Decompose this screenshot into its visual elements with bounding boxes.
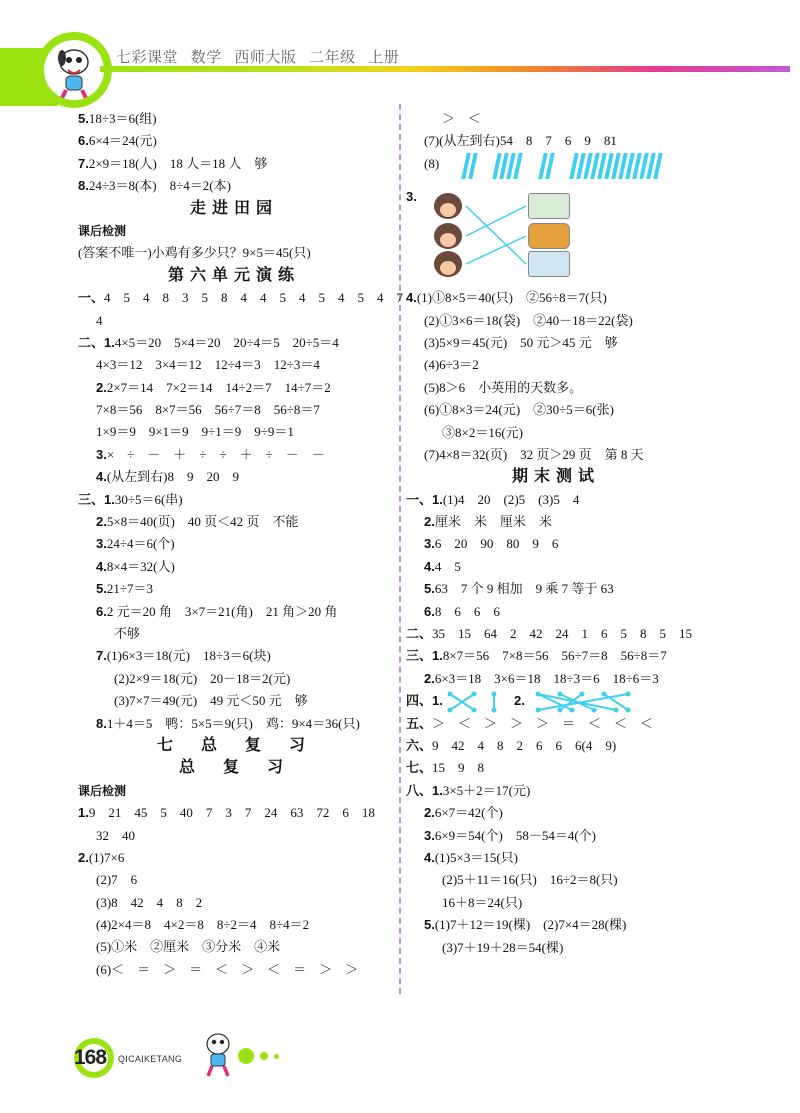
left-line (78, 735, 390, 757)
item-text: (1)①8×5＝40(只) ②56÷8＝7(只) (416, 290, 607, 306)
item-text: 总 复 习 (178, 759, 289, 777)
item-text: 1×9＝9 9×1＝9 9÷1＝9 9÷9＝1 (96, 424, 294, 440)
left-line (78, 108, 390, 130)
item-text: 5×8＝40(页) 40 页＜42 页 不能 (106, 514, 299, 530)
item-text: (2)2×9＝18(元) 20－18＝2(元) (114, 670, 291, 686)
item-text: 24÷3＝8(本) 8÷4＝2(本) (88, 178, 231, 194)
item-text: 9 42 4 8 2 6 6 6(4 9) (432, 737, 617, 753)
left-line (78, 959, 390, 981)
item-text: 4 5 (434, 558, 461, 574)
item-number: 4. (424, 558, 435, 574)
left-line (78, 869, 390, 891)
right_mid-line (406, 399, 706, 421)
item-number: 6. (78, 133, 89, 149)
item-text: (3)5×9＝45(元) 50 元＞45 元 够 (424, 334, 618, 350)
right_mid-line (406, 444, 706, 466)
item-number: 4. (96, 469, 107, 485)
item-number: 3. (96, 446, 107, 462)
item-text: 课后检测 (78, 223, 127, 238)
matching-figure (406, 189, 706, 281)
item-number: 一、1. (406, 491, 443, 507)
right-middle-block (406, 287, 706, 690)
left-line (78, 399, 390, 421)
item-text: 七 总 复 习 (156, 736, 311, 754)
right_mid-line (406, 556, 706, 578)
left-line (78, 287, 404, 309)
mascot-icon (44, 40, 104, 100)
item-number: 五、 (406, 715, 433, 731)
item-number: 4. (96, 558, 107, 574)
item-text: 6×3＝18 3×6＝18 18÷3＝6 18÷6＝3 (434, 670, 659, 686)
item-text: ＞ ＜ (442, 111, 482, 126)
left-line (78, 153, 390, 175)
item-text: (1)4 20 (2)5 (3)5 4 (442, 491, 580, 507)
item-text: 63 7 个 9 相加 9 乘 7 等于 63 (434, 581, 614, 597)
right_top-line (406, 108, 706, 130)
right_mid-line (406, 287, 706, 309)
right_bot-line (406, 825, 706, 847)
item-number: 二、 (406, 626, 433, 642)
item-number: 3. (424, 827, 435, 843)
four-lines-2 (532, 690, 642, 714)
item-text: 35 15 64 2 42 24 1 6 5 8 5 15 (432, 626, 693, 642)
item-text: 4×3＝12 3×4＝12 12÷4＝3 12÷3＝4 (96, 357, 320, 373)
right_mid-line (406, 578, 706, 600)
item-text: 2×9＝18(人) 18 人＝18 人 够 (88, 155, 268, 171)
item-text: (8) (424, 155, 440, 171)
child-face-3 (434, 251, 462, 277)
right_top-line (406, 130, 706, 152)
right_mid-line (406, 310, 706, 332)
bus-icon (528, 223, 570, 249)
item-text: × ÷ － ＋ ÷ ÷ ＋ ÷ － － (106, 446, 325, 462)
header-edition: 西师大版 (234, 49, 297, 66)
item-text: 7×8＝56 8×7＝56 56÷7＝8 56÷8＝7 (96, 402, 320, 418)
item-text: 第六单元演练 (167, 266, 300, 284)
item-text: 8 6 6 6 (434, 603, 500, 619)
item-text: 18÷3＝6(组) (88, 111, 157, 126)
item-text: (2)7 6 (96, 872, 138, 888)
left-line (78, 332, 390, 354)
four-lines-1 (444, 690, 514, 714)
item-text: (1)5×3＝15(只) (434, 849, 518, 865)
item-text: 15 9 8 (432, 760, 485, 776)
page-number: 168 (74, 1046, 107, 1069)
item-text: 走进田园 (189, 199, 278, 217)
right_mid-line (406, 623, 706, 645)
item-text: 21÷7＝3 (106, 581, 153, 597)
item-number: 三、1. (78, 491, 115, 507)
right_mid-line (406, 354, 706, 376)
item-text: 课后检测 (78, 783, 127, 798)
item-text: 6×4＝24(元) (88, 133, 157, 149)
item-text: 6 20 90 80 9 6 (434, 536, 559, 552)
right_mid-line (406, 332, 706, 354)
item-text: 6×9＝54(个) 58－54＝4(个) (434, 827, 596, 843)
right_mid-line (406, 466, 706, 488)
item-number: 六、 (406, 737, 433, 753)
matching-label: 3. (406, 189, 417, 205)
left-line (78, 533, 390, 555)
left-line (78, 802, 390, 824)
item-text: 不够 (114, 625, 141, 641)
left-line (78, 511, 390, 533)
footer-brand: QICAIKETANG (118, 1054, 183, 1064)
header-subject: 数学 (190, 49, 222, 66)
item-number: 八、1. (406, 782, 443, 798)
right_mid-line (406, 489, 706, 511)
item-number: 5. (424, 917, 435, 933)
right_mid-line (406, 668, 706, 690)
item-text: (6)＜ ＝ ＞ ＝ ＜ ＞ ＜ ＝ ＞ ＞ (96, 961, 359, 977)
item-number: 4. (406, 290, 417, 306)
item-text: (2)5＋11＝16(只) 16÷2＝8(只) (442, 872, 618, 888)
right_bot-line (406, 892, 706, 914)
left-line (78, 578, 390, 600)
right-bottom-block (406, 713, 706, 959)
whiteboard-icon (528, 193, 570, 219)
item-text: (3)7＋19＋28＝54(棵) (442, 939, 564, 955)
item-number: 一、 (78, 290, 105, 306)
item-text: ③8×2＝16(元) (442, 424, 523, 440)
left-line (78, 310, 390, 332)
item-number: 7. (96, 648, 107, 664)
item-text: 8×4＝32(人) (106, 558, 175, 574)
left-line (78, 668, 390, 690)
footer-mascot-icon (200, 1030, 236, 1080)
item-text: 8×7＝56 7×8＝56 56÷7＝8 56÷8＝7 (442, 648, 667, 664)
right_bot-line (406, 937, 706, 959)
right_bot-line (406, 713, 706, 735)
item-text: (3)7×7＝49(元) 49 元＜50 元 够 (114, 693, 308, 709)
item-text: (4)2×4＝8 4×2＝8 8÷2＝4 8÷4＝2 (96, 917, 310, 933)
right_bot-line (406, 735, 706, 757)
item-text: (5)①米 ②厘米 ③分米 ④米 (96, 939, 281, 955)
left-line (78, 242, 390, 264)
left-line (78, 780, 390, 802)
header-title (116, 46, 407, 67)
item-text: 6×7＝42(个) (434, 805, 503, 821)
item-number: 8. (78, 178, 89, 194)
item-text: (3)8 42 4 8 2 (96, 894, 203, 910)
left-line (78, 601, 390, 623)
right_mid-line (406, 511, 706, 533)
item-number: 2. (96, 514, 107, 530)
item-number: 2. (424, 805, 435, 821)
left-line (78, 623, 390, 645)
item-number: 5. (424, 581, 435, 597)
item-text: 24÷4＝6(个) (106, 536, 175, 552)
header-volume: 上册 (368, 49, 400, 66)
right_bot-line (406, 757, 706, 779)
right_mid-line (406, 533, 706, 555)
right_bot-line (406, 847, 706, 869)
item-text: (5)8＞6 小英用的天数多。 (424, 379, 583, 395)
item-text: (答案不唯一)小鸡有多少只？9×5＝45(只) (78, 245, 311, 261)
item-text: 3×5＋2＝17(元) (442, 782, 531, 798)
right_bot-line (406, 802, 706, 824)
item-text: ＞ ＜ ＞ ＞ ＞ ＝ ＜ ＜ ＜ (432, 715, 654, 731)
left-line (78, 892, 390, 914)
item-number: 8. (96, 715, 107, 731)
left-line (78, 825, 390, 847)
item-number: 5. (96, 581, 107, 597)
header-grade: 二年级 (309, 49, 356, 66)
left-column (78, 108, 404, 981)
left-line (78, 645, 390, 667)
right_bot-line (406, 869, 706, 891)
left-line (78, 421, 390, 443)
item-number: 二、1. (78, 334, 115, 350)
item-text: 32 40 (96, 827, 136, 843)
right_bot-line (406, 780, 706, 802)
four-label: 四、1. (406, 693, 443, 709)
item-text: 4 5 4 8 3 5 8 4 4 5 4 5 4 5 4 7 (104, 290, 404, 306)
item-text: 1＋4＝5 鸭：5×5＝9(只) 鸡：9×4＝36(只) (106, 715, 360, 731)
item-text: 2×7＝14 7×2＝14 14÷2＝7 14÷7＝2 (106, 379, 331, 395)
left-line (78, 713, 390, 735)
right_mid-line (406, 601, 706, 623)
item-text: 4 (96, 312, 103, 328)
answer-four-row (406, 690, 706, 712)
item-number: 1. (78, 805, 89, 821)
left-line (78, 198, 390, 220)
item-text: (6)①8×3＝24(元) ②30÷5＝6(张) (424, 402, 614, 418)
item-number: 3. (424, 536, 435, 552)
left-line (78, 130, 390, 152)
right_mid-line (406, 645, 706, 667)
child-face-1 (434, 193, 462, 219)
right_bot-line (406, 914, 706, 936)
child-face-2 (434, 223, 462, 249)
item-text: (从左到右)8 9 20 9 (106, 469, 240, 485)
item-number: 7. (78, 155, 89, 171)
item-number: 5. (78, 111, 89, 126)
left-line (78, 220, 390, 242)
item-text: (1)7＋12＝19(棵) (2)7×4＝28(棵) (434, 917, 627, 933)
item-number: 2. (78, 849, 89, 865)
item-text: 4×5＝20 5×4＝20 20÷4＝5 20÷5＝4 (114, 334, 339, 350)
item-text: 9 21 45 5 40 7 3 7 24 63 72 6 18 (88, 805, 375, 821)
left-line (78, 466, 390, 488)
item-text: 30÷5＝6(串) (114, 491, 183, 507)
left-line (78, 444, 390, 466)
item-number: 2. (96, 379, 107, 395)
item-text: (7)4×8＝32(页) 32 页＞29 页 第 8 天 (424, 446, 644, 462)
item-number: 4. (424, 849, 435, 865)
four-label-2: 2. (514, 693, 525, 709)
left-line (78, 690, 390, 712)
left-line (78, 175, 390, 197)
left-line (78, 936, 390, 958)
item-text: 2 元＝20 角 3×7＝21(角) 21 角＞20 角 (106, 603, 338, 619)
item-text: (4)6÷3＝2 (424, 357, 479, 373)
left-line (78, 354, 390, 376)
right-column (406, 108, 706, 959)
bar-tallies (464, 153, 663, 181)
item-number: 三、1. (406, 648, 443, 664)
item-text: 期末测试 (511, 468, 600, 486)
matching-lines (462, 189, 532, 281)
left-line (78, 377, 390, 399)
item-number: 6. (424, 603, 435, 619)
left-line (78, 914, 390, 936)
header-brand: 七彩课堂 (116, 49, 179, 66)
item-text: (1)7×6 (88, 849, 125, 865)
item-number: 3. (96, 536, 107, 552)
left-line (78, 757, 390, 779)
left-line (78, 847, 390, 869)
blackboard-icon (528, 251, 570, 277)
item-number: 2. (424, 670, 435, 686)
item-text: (1)6×3＝18(元) 18÷3＝6(块) (106, 648, 271, 664)
right_mid-line (406, 377, 706, 399)
item-number: 6. (96, 603, 107, 619)
item-text: (2)①3×6＝18(袋) ②40－18＝22(袋) (424, 312, 633, 328)
column-divider (399, 104, 401, 994)
left-line (78, 556, 390, 578)
item-text: (7)(从左到右)54 8 7 6 9 81 (424, 133, 617, 149)
item-number: 七、 (406, 760, 433, 776)
item-text: 16＋8＝24(只) (442, 894, 523, 910)
item-number: 2. (424, 514, 435, 530)
item-text: 厘米 米 厘米 米 (434, 514, 552, 530)
left-line (78, 489, 390, 511)
right_mid-line (406, 422, 706, 444)
left-line (78, 265, 390, 287)
